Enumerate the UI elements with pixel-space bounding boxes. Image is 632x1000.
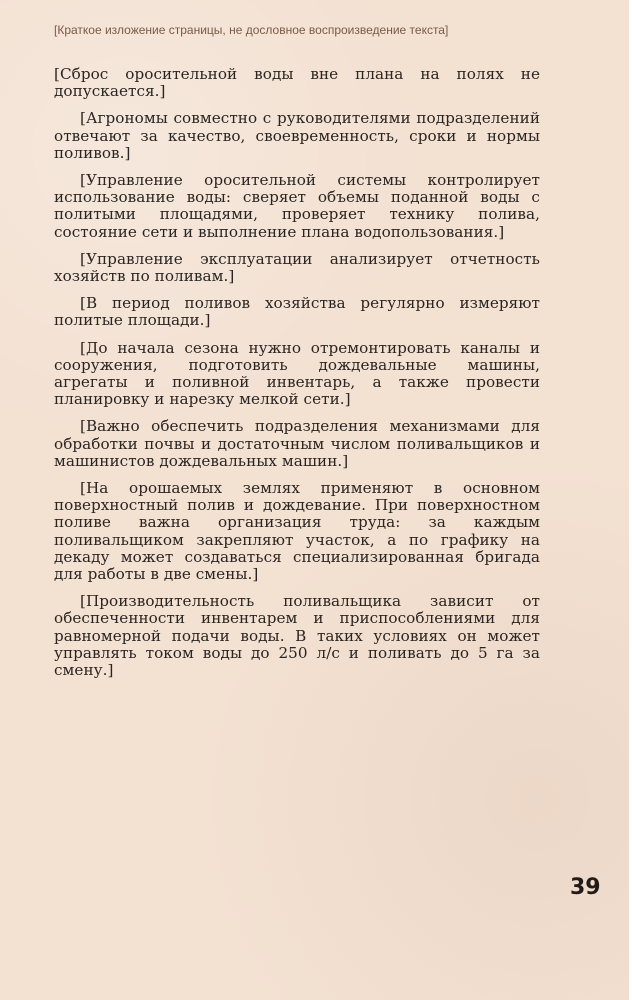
paragraph-9: [Производительность поливальщика зависит от обеспеченности инвентарем и приспособлениями для равномерной подачи воды. В таких условиях он может управлять током воды до 250 л/с и поливать до 5 га за смену.] [54, 592, 540, 680]
paragraph-3: [Управление оросительной системы контролирует использование воды: сверяет объемы поданной воды с политыми площадями, проверяет технику полива, состояние сети и выполнение плана водопользования.] [54, 171, 540, 241]
paragraph-7: [Важно обеспечить подразделения механизмами для обработки почвы и достаточным числом поливальщиков и машинистов дождевальных машин.] [54, 417, 540, 470]
paragraph-2: [Агрономы совместно с руководителями подразделений отвечают за качество, своевременность, сроки и нормы поливов.] [54, 109, 540, 162]
paragraph-8: [На орошаемых землях применяют в основном поверхностный полив и дождевание. При поверхностном поливе важна организация труда: за каждым поливальщиком закрепляют участок, а по графику на декаду может создаваться специализированная бригада для работы в две смены.] [54, 479, 540, 584]
page-number: 39 [570, 875, 601, 900]
paragraph-4: [Управление эксплуатации анализирует отчетность хозяйств по поливам.] [54, 249, 540, 286]
page-text [54, 66, 540, 689]
paragraph-6: [До начала сезона нужно отремонтировать каналы и сооружения, подготовить дождевальные машины, агрегаты и поливной инвентарь, а также провести планировку и нарезку мелкой сети.] [54, 338, 540, 409]
paragraph-5: [В период поливов хозяйства регулярно измеряют политые площади.] [54, 294, 540, 330]
summary-notice: [Краткое изложение страницы, не дословное воспроизведение текста] [54, 23, 449, 37]
paragraph-1: [Сброс оросительной воды вне плана на полях не допускается.] [54, 65, 540, 101]
